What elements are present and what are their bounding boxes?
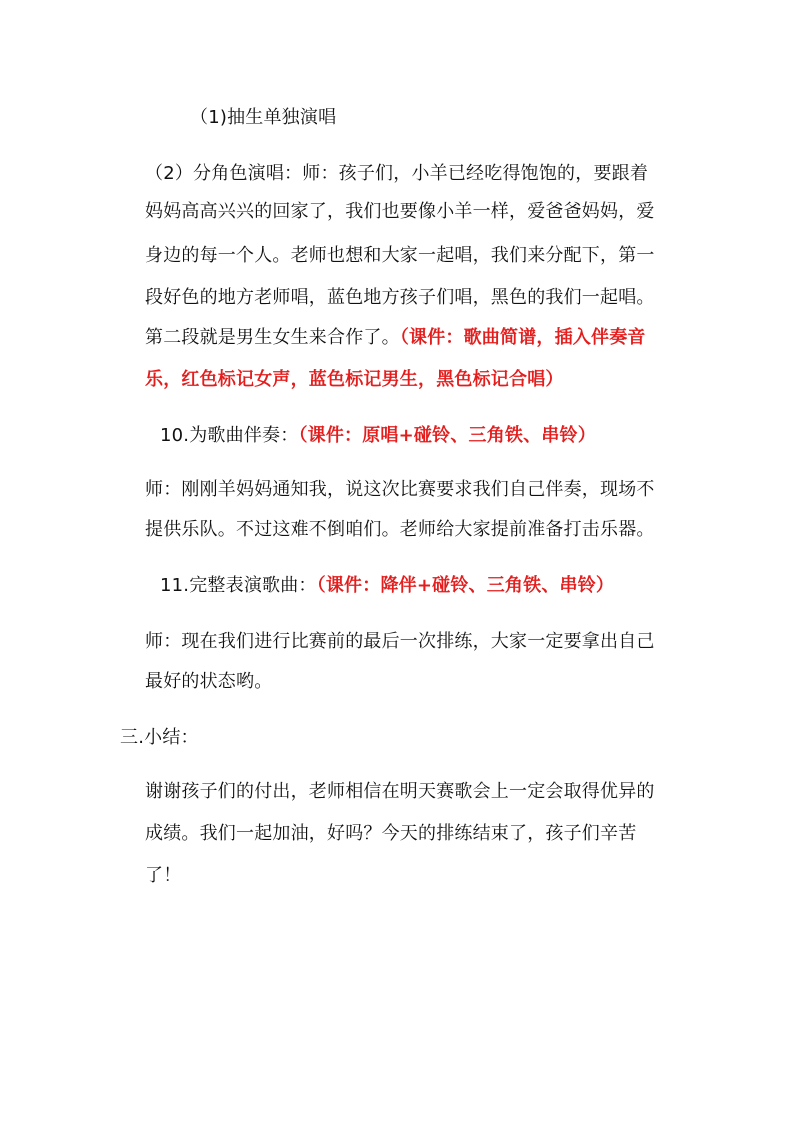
item-11-heading [160,574,614,598]
sub-item-1: （1)抽生单独演唱 [190,107,337,128]
section-3-para-line-2: 成绩。我们一起加油，好吗？今天的排练结束了，孩子们辛苦 [145,823,637,844]
courseware-note-1b: 乐，红色标记女声，蓝色标记男生，黑色标记合唱） [145,369,564,390]
item-10-heading [160,424,596,448]
section-3-para-line-3: 了！ [145,865,182,886]
section-3-heading: 三.小结： [120,727,199,748]
item-11-para-line-1: 师：现在我们进行比赛前的最后一次排练，大家一定要拿出自己 [145,631,655,652]
sub-item-2-line-2: 妈妈高高兴兴的回家了，我们也要像小羊一样，爱爸爸妈妈，爱 [145,201,655,222]
sub-item-2-line-4: 段好色的地方老师唱，蓝色地方孩子们唱，黑色的我们一起唱。 [145,287,655,308]
item-11-para-line-2: 最好的状态哟。 [145,671,273,692]
courseware-note-10: （课件：原唱+碰铃、三角铁、串铃） [298,425,596,446]
item-10-para-line-1: 师：刚刚羊妈妈通知我，说这次比赛要求我们自己伴奏，现场不 [145,479,655,500]
courseware-note-11: （课件：降伴+碰铃、三角铁、串铃） [316,575,615,596]
item-10-para-line-2: 提供乐队。不过这难不倒咱们。老师给大家提前准备打击乐器。 [145,519,655,540]
sub-item-2-line-5 [145,326,646,350]
sub-item-2-line-3: 身边的每一个人。老师也想和大家一起唱，我们来分配下，第一 [145,245,655,266]
section-3-para-line-1: 谢谢孩子们的付出，老师相信在明天赛歌会上一定会取得优异的 [145,781,655,802]
sub-item-2-line-1: （2）分角色演唱：师：孩子们，小羊已经吃得饱饱的，要跟着 [145,163,649,184]
item-11-title: 11.完整表演歌曲： [160,575,317,596]
item-10-title: 10.为歌曲伴奏： [160,425,299,446]
sub-item-2-line-5-text: 第二段就是男生女生来合作了。 [145,327,400,348]
courseware-note-1a: （课件：歌曲简谱，插入伴奏音 [399,327,646,348]
